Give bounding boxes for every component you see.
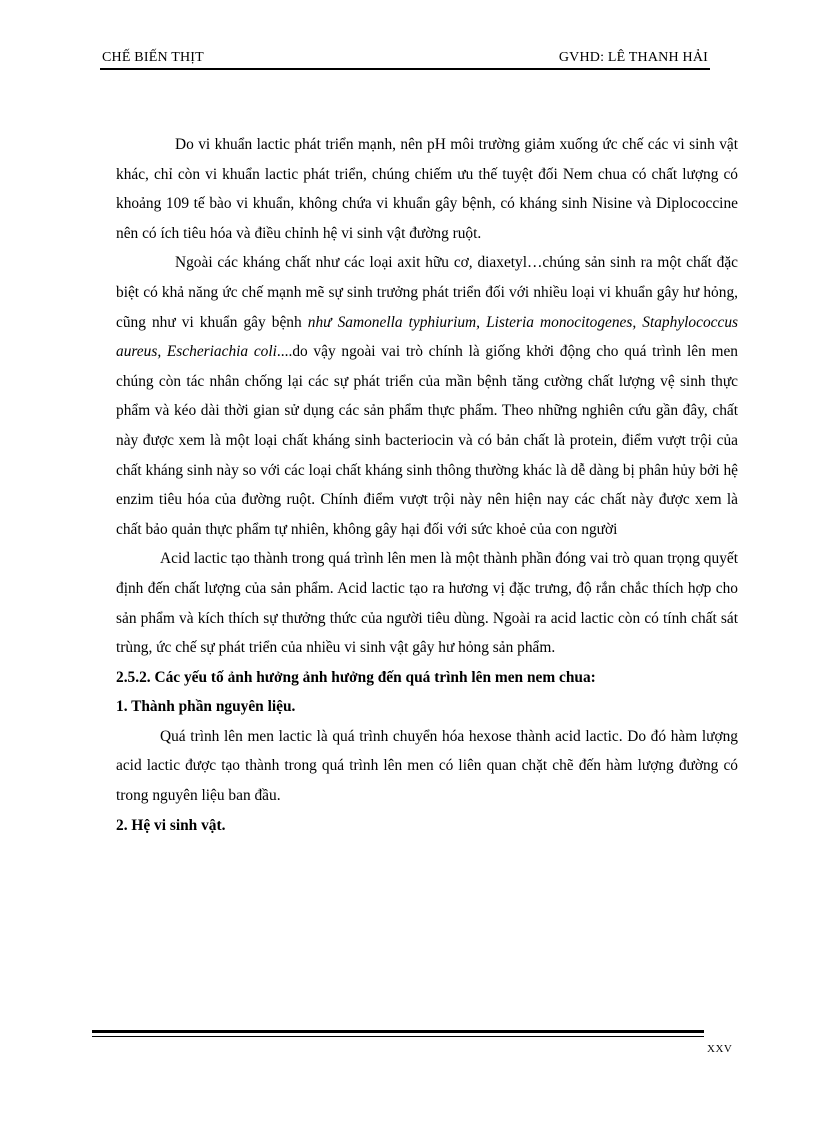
subheading-microflora: 2. Hệ vi sinh vật.: [116, 816, 226, 834]
paragraph-bacteriocin: [116, 248, 738, 544]
header-left-title: CHẾ BIẾN THỊT: [102, 50, 204, 65]
subheading-raw-materials: 1. Thành phần nguyên liệu.: [116, 698, 296, 716]
footer-rule-thick: [92, 1030, 704, 1033]
paragraph-bacteriocin-species: như Samonella typhiurium, Listeria monocitogenes, Staphylococcus aureus, Escheriachia coli: [116, 313, 738, 361]
page-header: [100, 50, 708, 70]
paragraph-bacteriocin-text-1: Ngoài các kháng chất như các loại axit hữu cơ, diaxetyl…chúng sản sinh ra một chất đặc biệt có khả năng ức chế mạnh mẽ sự sinh trưởng phát triển đối với nhiều loại vi khuẩn gây hư hỏng, cũng như vi khuẩn gây bệnh: [116, 254, 738, 331]
page-number: XXV: [707, 1043, 733, 1055]
header-right-instructor: GVHD: LÊ THANH HẢI: [558, 50, 708, 65]
paragraph-bacteriocin-text-2: ....do vậy ngoài vai trò chính là giống khởi động cho quá trình lên men chúng còn tác nhân chống lại các sự phát triển của mần bệnh tăng cường chất lượng vệ sinh thực phẩm và kéo dài thời gian sử dụng các sản phẩm thực phẩm. Theo những nghiên cứu gần đây, chất này được xem là một loại chất kháng sinh bacteriocin và có bản chất là protein, điểm vượt trội của chất kháng sinh này so với các loại chất kháng sinh thông thường khác là dễ dàng bị phân hủy bởi hệ enzim tiêu hóa của đường ruột. Chính điểm vượt trội này nên hiện nay các chất này được xem là chất bảo quản thực phẩm tự nhiên, không gây hại đối với sức khoẻ của con người: [116, 343, 738, 538]
paragraph-acid-lactic: Acid lactic tạo thành trong quá trình lên men là một thành phần đóng vai trò quan trọng quyết định đến chất lượng của sản phẩm. Acid lactic tạo ra hương vị đặc trưng, độ rắn chắc thích hợp cho sản phẩm và kích thích sự thưởng thức của người tiêu dùng. Ngoài ra acid lactic còn có tính chất sát trùng, ức chế sự phát triển của nhiều vi sinh vật gây hư hỏng sản phẩm.: [116, 550, 738, 657]
document-body: [116, 130, 738, 840]
section-heading-factors: 2.5.2. Các yếu tố ảnh hưởng ảnh hưởng đến quá trình lên men nem chua:: [116, 668, 596, 686]
paragraph-lactic-dominance: Do vi khuẩn lactic phát triển mạnh, nên pH môi trường giảm xuống ức chế các vi sinh vật khác, chỉ còn vi khuẩn lactic phát triển, chúng chiếm ưu thế tuyệt đối Nem chua có chất lượng có khoảng 109 tế bào vi khuẩn, không chứa vi khuẩn gây bệnh, có kháng sinh Nisine và Diplococcine nên có ích tiêu hóa và điều chỉnh hệ vi sinh vật đường ruột.: [116, 136, 738, 242]
paragraph-hexose: Quá trình lên men lactic là quá trình chuyển hóa hexose thành acid lactic. Do đó hàm lượng acid lactic được tạo thành trong quá trình lên men có liên quan chặt chẽ đến hàm lượng đường có trong nguyên liệu ban đầu.: [116, 727, 738, 805]
header-rule: [100, 68, 710, 70]
footer-rule-thin: [92, 1036, 704, 1037]
